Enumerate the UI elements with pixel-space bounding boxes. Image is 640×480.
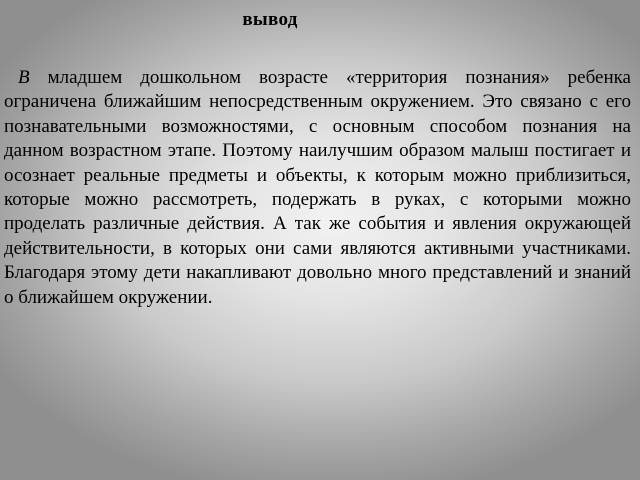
slide-title: вывод: [242, 9, 298, 30]
body-paragraph: [4, 66, 631, 310]
body-text: младшем дошкольном возрасте «территория познания» ребенка ограничена ближайшим непосредственным окружением. Это связано с его познавательными возможностями, с основным способом познания на данном возрастном этапе. Поэтому наилучшим образом малыш постигает и осознает реальные предметы и объекты, к которым можно приблизиться, которые можно рассмотреть, подержать в руках, с которыми можно проделать различные действия. А так же события и явления окружающей действительности, в которых они сами являются активными участниками. Благодаря этому дети накапливают довольно много представлений и знаний о ближайшем окружении.: [4, 67, 631, 308]
lead-word: В: [18, 67, 30, 88]
